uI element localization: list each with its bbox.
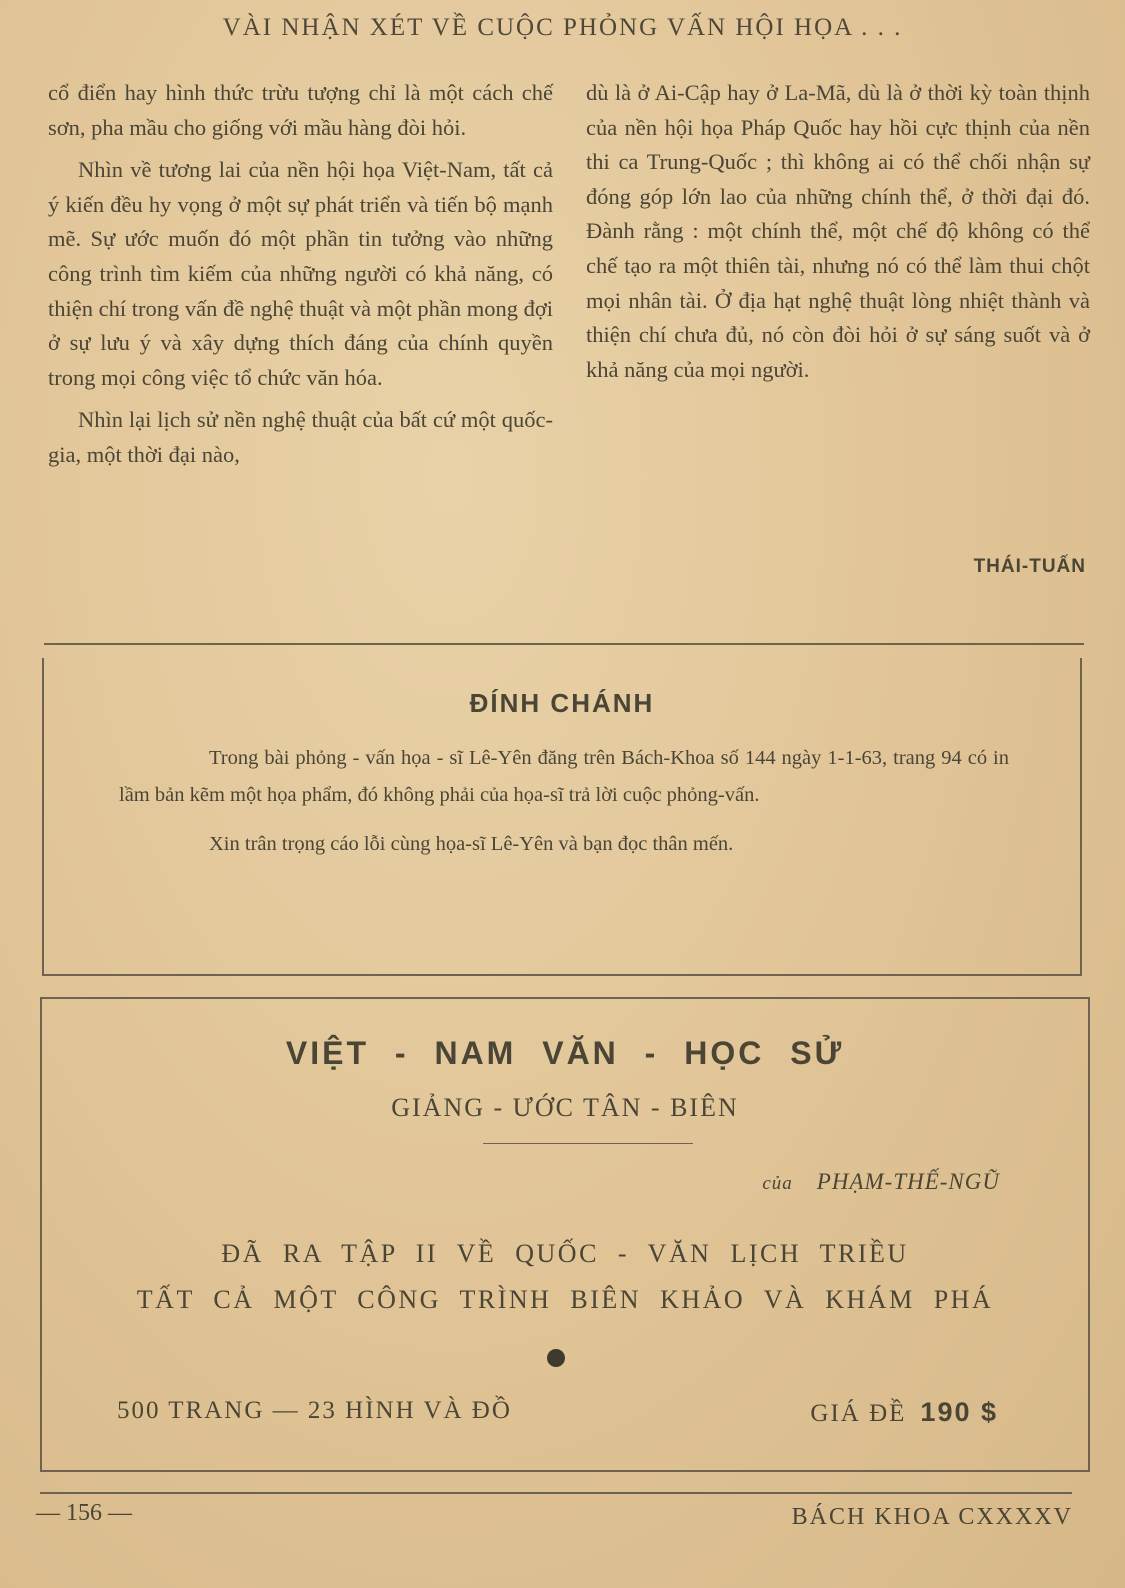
author-signature: THÁI-TUẤN xyxy=(973,556,1086,577)
section-divider xyxy=(44,643,1084,645)
article-paragraph: dù là ở Ai-Cập hay ở La-Mã, dù là ở thời kỳ toàn thịnh của nền hội họa Pháp Quốc hay hồi cực thịnh của nền thi ca Trung-Quốc ; thì không ai có thể chối nhận sự đóng góp lớn lao của những chính thể, ở thời đại đó. Đành rằng : một chính thể, một chế độ không có thể chế tạo ra một thiên tài, nhưng nó có thể làm thui chột mọi nhân tài. Ở địa hạt nghệ thuật lòng nhiệt thành và thiện chí chưa đủ, nó còn đòi hỏi ở sự sáng suốt và ở khả năng của mọi người. xyxy=(586,80,1090,382)
article-paragraph: Nhìn lại lịch sử nền nghệ thuật của bất cứ một quốc-gia, một thời đại nào, xyxy=(48,407,553,467)
ad-price xyxy=(810,1397,998,1428)
ad-book-details: 500 TRANG — 23 HÌNH VÀ ĐỒ xyxy=(117,1397,512,1424)
ad-author-line xyxy=(762,1169,1000,1195)
erratum-paragraph: Trong bài phỏng - vấn họa - sĩ Lê-Yên đăng trên Bách-Khoa số 144 ngày 1-1-63, trang 94 có in lầm bản kẽm một họa phẩm, đó không phải của họa-sĩ trả lời cuộc phỏng-vấn. xyxy=(119,747,1009,806)
erratum-paragraph: Xin trân trọng cáo lỗi cùng họa-sĩ Lê-Yên và bạn đọc thân mến. xyxy=(209,833,734,855)
ad-price-label: GIÁ ĐỀ xyxy=(810,1400,907,1427)
ad-by-label: của xyxy=(762,1173,793,1194)
ad-announcement-line: TẤT CẢ MỘT CÔNG TRÌNH BIÊN KHẢO VÀ KHÁM PHÁ xyxy=(136,1285,994,1314)
article-left-column xyxy=(48,76,553,481)
erratum-box xyxy=(42,658,1082,976)
erratum-title: ĐÍNH CHÁNH xyxy=(469,688,655,718)
ad-book-subtitle: GIẢNG - ƯỚC TÂN - BIÊN xyxy=(391,1093,739,1122)
running-head: VÀI NHẬN XÉT VỀ CUỘC PHỎNG VẤN HỘI HỌA . . . xyxy=(222,14,903,41)
article-paragraph: Nhìn về tương lai của nền hội họa Việt-Nam, tất cả ý kiến đều hy vọng ở một sự phát triển và tiến bộ mạnh mẽ. Sự ước muốn đó một phần tin tưởng vào những công trình tìm kiếm của những người có khả năng, có thiện chí trong vấn đề nghệ thuật và một phần mong đợi ở sự lưu ý và xây dựng thích đáng của chính quyền trong mọi công việc tổ chức văn hóa. xyxy=(48,157,553,390)
ad-author-name: PHẠM-THẾ-NGŨ xyxy=(816,1169,1000,1194)
ad-book-title: VIỆT - NAM VĂN - HỌC SỬ xyxy=(285,1035,845,1071)
section-divider xyxy=(40,1492,1072,1494)
article-paragraph: cổ điển hay hình thức trừu tượng chỉ là một cách chế sơn, pha mầu cho giống với mầu hàng đòi hỏi. xyxy=(48,80,553,140)
journal-name: BÁCH KHOA CXXXXV xyxy=(791,1504,1073,1530)
bullet-dot-icon xyxy=(547,1349,565,1367)
ad-divider xyxy=(483,1143,693,1144)
ad-announcement-line: ĐÃ RA TẬP II VỀ QUỐC - VĂN LỊCH TRIỀU xyxy=(221,1239,909,1268)
book-advertisement xyxy=(40,997,1090,1472)
erratum-body xyxy=(119,740,1009,875)
article-right-column xyxy=(586,76,1090,395)
ad-price-amount: 190 $ xyxy=(920,1397,998,1427)
page-number: — 156 — xyxy=(36,1500,132,1526)
